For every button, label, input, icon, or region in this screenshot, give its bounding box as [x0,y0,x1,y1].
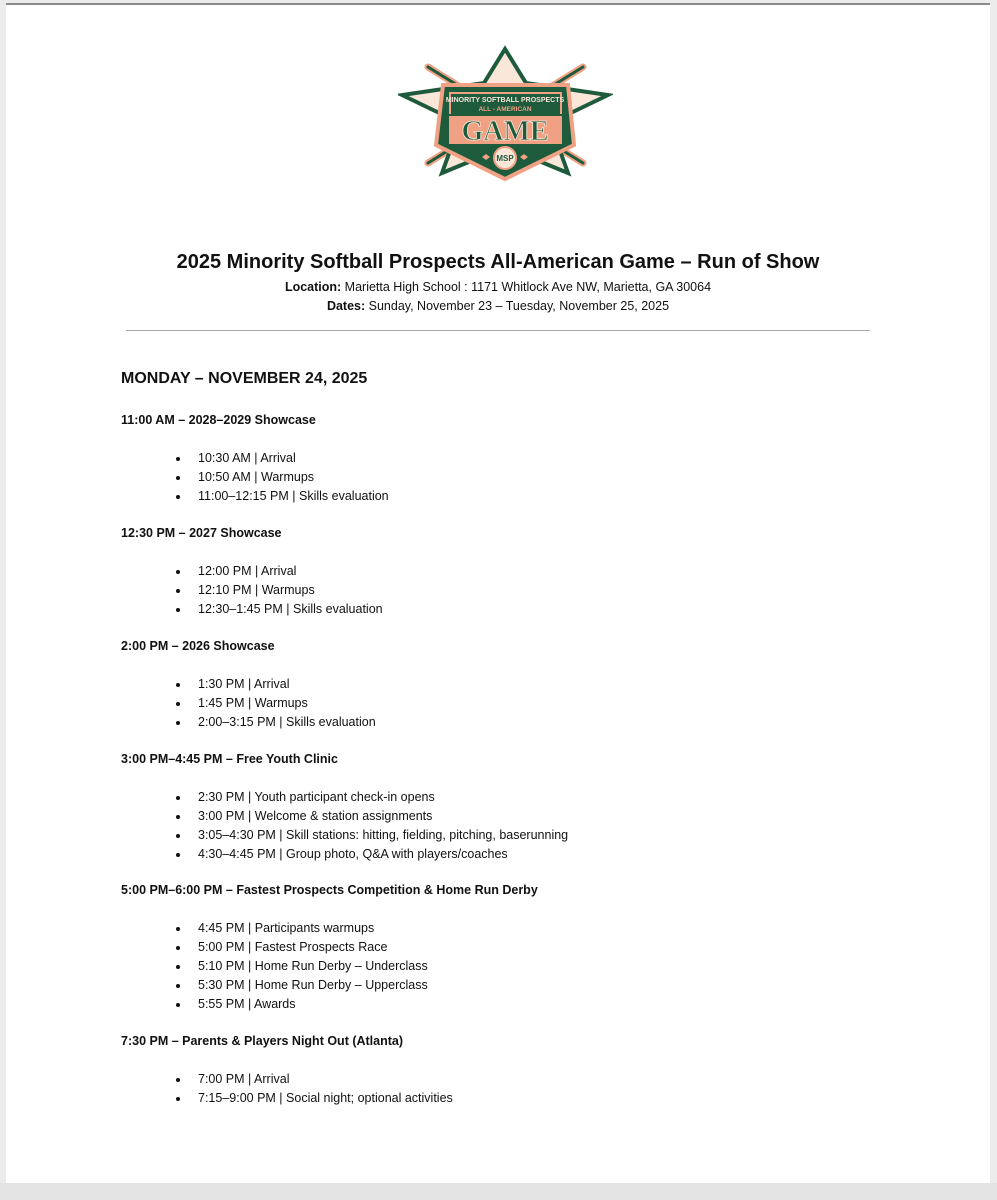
bullet-icon [176,476,180,480]
bullet-icon [176,984,180,988]
bullet-icon [176,1078,180,1082]
schedule-list [121,562,383,619]
location-line [6,280,990,294]
dates-value: Sunday, November 23 – Tuesday, November 25, 2025 [365,299,670,313]
list-item: 3:00 PM | Welcome & station assignments [121,807,568,826]
dates-label: Dates: [326,299,366,313]
bullet-icon [176,608,180,612]
list-item: 4:45 PM | Participants warmups [121,919,538,938]
list-item: 12:30–1:45 PM | Skills evaluation [121,600,383,619]
list-item: 10:50 AM | Warmups [121,468,389,487]
schedule-list [121,1070,453,1108]
schedule-section [121,883,538,1014]
document-page [6,3,990,1185]
location-value: Marietta High School : 1171 Whitlock Ave NW, Marietta, GA 30064 [341,280,712,294]
logo-word: GAME [461,116,549,147]
list-item: 1:45 PM | Warmups [121,694,376,713]
list-item: 5:30 PM | Home Run Derby – Upperclass [121,976,538,995]
bullet-icon [176,702,180,706]
bullet-icon [176,683,180,687]
schedule-list [121,788,568,864]
list-item: 2:00–3:15 PM | Skills evaluation [121,713,376,732]
logo-line1: MINORITY SOFTBALL PROSPECTS [445,97,565,104]
bullet-icon [176,721,180,725]
list-item: 10:30 AM | Arrival [121,449,389,468]
bullet-icon [176,1097,180,1101]
list-item: 1:30 PM | Arrival [121,675,376,694]
list-item: 4:30–4:45 PM | Group photo, Q&A with players/coaches [121,845,568,864]
bullet-icon [176,1003,180,1007]
bullet-icon [176,927,180,931]
bullet-icon [176,570,180,574]
day-heading: MONDAY – NOVEMBER 24, 2025 [121,370,368,387]
schedule-list [121,919,538,1014]
logo-line2: ALL - AMERICAN [478,106,532,113]
bullet-icon [176,834,180,838]
list-item: 11:00–12:15 PM | Skills evaluation [121,487,389,506]
schedule-section [121,413,389,506]
schedule-list [121,675,376,732]
schedule-section [121,526,383,619]
bullet-icon [176,589,180,593]
section-heading: 7:30 PM – Parents & Players Night Out (Atlanta) [121,1034,404,1048]
bullet-icon [176,853,180,857]
bullet-icon [176,495,180,499]
bullet-icon [176,946,180,950]
schedule-section [121,1034,453,1108]
schedule-list [121,449,389,506]
section-heading: 3:00 PM–4:45 PM – Free Youth Clinic [121,752,338,766]
section-heading: 5:00 PM–6:00 PM – Fastest Prospects Competition & Home Run Derby [121,883,538,897]
section-heading: 11:00 AM – 2028–2029 Showcase [121,413,316,427]
list-item: 7:15–9:00 PM | Social night; optional activities [121,1089,453,1108]
schedule-section [121,639,376,732]
bullet-icon [176,457,180,461]
schedule-section [121,752,568,864]
list-item: 5:10 PM | Home Run Derby – Underclass [121,957,538,976]
section-heading: 2:00 PM – 2026 Showcase [121,639,275,653]
section-heading: 12:30 PM – 2027 Showcase [121,526,282,540]
bullet-icon [176,796,180,800]
logo-badge: MSP [496,154,514,163]
list-item: 3:05–4:30 PM | Skill stations: hitting, fielding, pitching, baserunning [121,826,568,845]
list-item: 12:10 PM | Warmups [121,581,383,600]
list-item: 12:00 PM | Arrival [121,562,383,581]
list-item: 5:55 PM | Awards [121,995,538,1014]
list-item: 7:00 PM | Arrival [121,1070,453,1089]
bullet-icon [176,965,180,969]
bullet-icon [176,815,180,819]
page-title: 2025 Minority Softball Prospects All-American Game – Run of Show [176,251,820,273]
divider [126,330,870,331]
all-american-game-logo [398,45,613,185]
location-label: Location: [284,280,342,294]
list-item: 5:00 PM | Fastest Prospects Race [121,938,538,957]
viewer-bottom-strip [0,1183,997,1200]
list-item: 2:30 PM | Youth participant check-in opens [121,788,568,807]
dates-line [6,299,990,313]
